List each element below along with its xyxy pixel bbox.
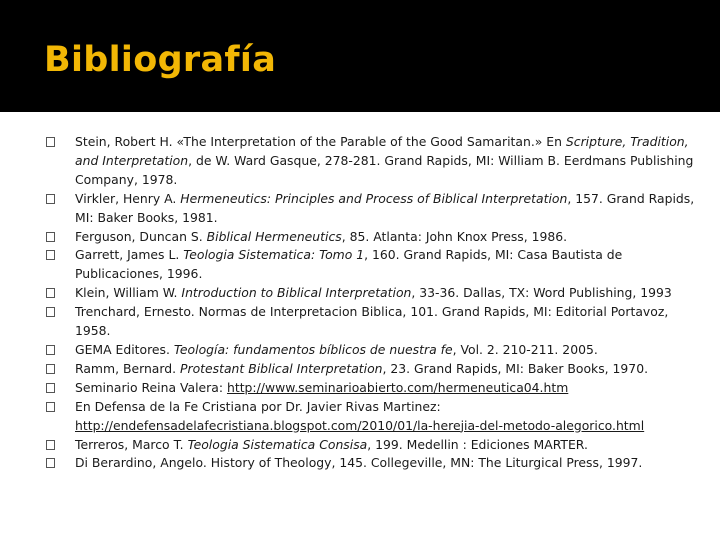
reference-text: , 157. Grand Rapids, MI: Baker Books, 1981. xyxy=(75,190,695,225)
reference-text: Ramm, Bernard. xyxy=(75,360,181,376)
checkbox-bullet-icon xyxy=(46,383,55,393)
checkbox-bullet-icon xyxy=(46,364,55,374)
reference-item xyxy=(46,454,696,473)
reference-item xyxy=(46,341,696,360)
reference-title-italic: Hermeneutics: Principles and Process of Biblical Interpretation xyxy=(180,190,568,206)
checkbox-bullet-icon xyxy=(46,458,55,468)
reference-text: Ferguson, Duncan S. xyxy=(75,228,207,244)
checkbox-bullet-icon xyxy=(46,402,55,412)
reference-text: , 160. Grand Rapids, MI: Casa Bautista de Publicaciones, 1996. xyxy=(75,247,623,282)
reference-link[interactable]: http://endefensadelafecristiana.blogspot.com/2010/01/la-herejia-del-metodo-alegorico.html xyxy=(75,417,645,433)
reference-text: Di Berardino, Angelo. History of Theology, 145. Collegeville, MN: The Liturgical Press, 1997. xyxy=(75,455,643,471)
reference-text: , 199. Medellin : Ediciones MARTER. xyxy=(367,436,588,452)
reference-item xyxy=(46,398,696,436)
checkbox-bullet-icon xyxy=(46,345,55,355)
reference-text: , 33-36. Dallas, TX: Word Publishing, 1993 xyxy=(411,285,672,301)
reference-item xyxy=(46,246,696,284)
reference-item xyxy=(46,379,696,398)
reference-item xyxy=(46,360,696,379)
reference-item xyxy=(46,190,696,228)
checkbox-bullet-icon xyxy=(46,232,55,242)
checkbox-bullet-icon xyxy=(46,137,55,147)
reference-text: , 23. Grand Rapids, MI: Baker Books, 1970. xyxy=(382,360,649,376)
reference-text: , Vol. 2. 210-211. 2005. xyxy=(452,341,598,357)
reference-title-italic: Biblical Hermeneutics xyxy=(206,228,342,244)
reference-title-italic: Teología: fundamentos bíblicos de nuestra fe xyxy=(173,341,453,357)
reference-item xyxy=(46,303,696,341)
slide-title: Bibliografía xyxy=(44,40,277,80)
reference-text: Stein, Robert H. «The Interpretation of the Parable of the Good Samaritan.» En xyxy=(75,134,566,149)
reference-item xyxy=(46,133,696,190)
checkbox-bullet-icon xyxy=(46,288,55,298)
bibliography-list xyxy=(46,133,696,473)
reference-link[interactable]: http://www.seminarioabierto.com/hermeneutica04.htm xyxy=(226,379,569,395)
checkbox-bullet-icon xyxy=(46,250,55,260)
reference-text: GEMA Editores. xyxy=(75,341,174,357)
checkbox-bullet-icon xyxy=(46,194,55,204)
reference-text: Seminario Reina Valera: xyxy=(75,379,227,395)
checkbox-bullet-icon xyxy=(46,440,55,450)
reference-title-italic: Teologia Sistematica Consisa xyxy=(187,436,368,452)
reference-item xyxy=(46,436,696,455)
reference-title-italic: Introduction to Biblical Interpretation xyxy=(181,285,412,301)
reference-text: , 85. Atlanta: John Knox Press, 1986. xyxy=(341,228,568,244)
reference-title-italic: Protestant Biblical Interpretation xyxy=(180,360,383,376)
reference-text: , de W. Ward Gasque, 278-281. Grand Rapids, MI: William B. Eerdmans Publishing Company, 1978. xyxy=(75,152,694,187)
reference-item xyxy=(46,284,696,303)
reference-text: Trenchard, Ernesto. Normas de Interpretacion Biblica, 101. Grand Rapids, MI: Editorial Portavoz, 1958. xyxy=(75,304,669,339)
title-banner xyxy=(0,0,720,112)
reference-text: Terreros, Marco T. xyxy=(75,436,188,452)
reference-text: En Defensa de la Fe Cristiana por Dr. Javier Rivas Martinez: xyxy=(75,398,441,414)
reference-text: Klein, William W. xyxy=(75,285,182,301)
reference-title-italic: Teologia Sistematica: Tomo 1 xyxy=(183,247,365,263)
reference-item xyxy=(46,228,696,247)
checkbox-bullet-icon xyxy=(46,307,55,317)
reference-text: Garrett, James L. xyxy=(75,247,184,263)
reference-title-italic: Scripture, Tradition, and Interpretation xyxy=(75,134,689,168)
reference-text: Virkler, Henry A. xyxy=(75,190,181,206)
